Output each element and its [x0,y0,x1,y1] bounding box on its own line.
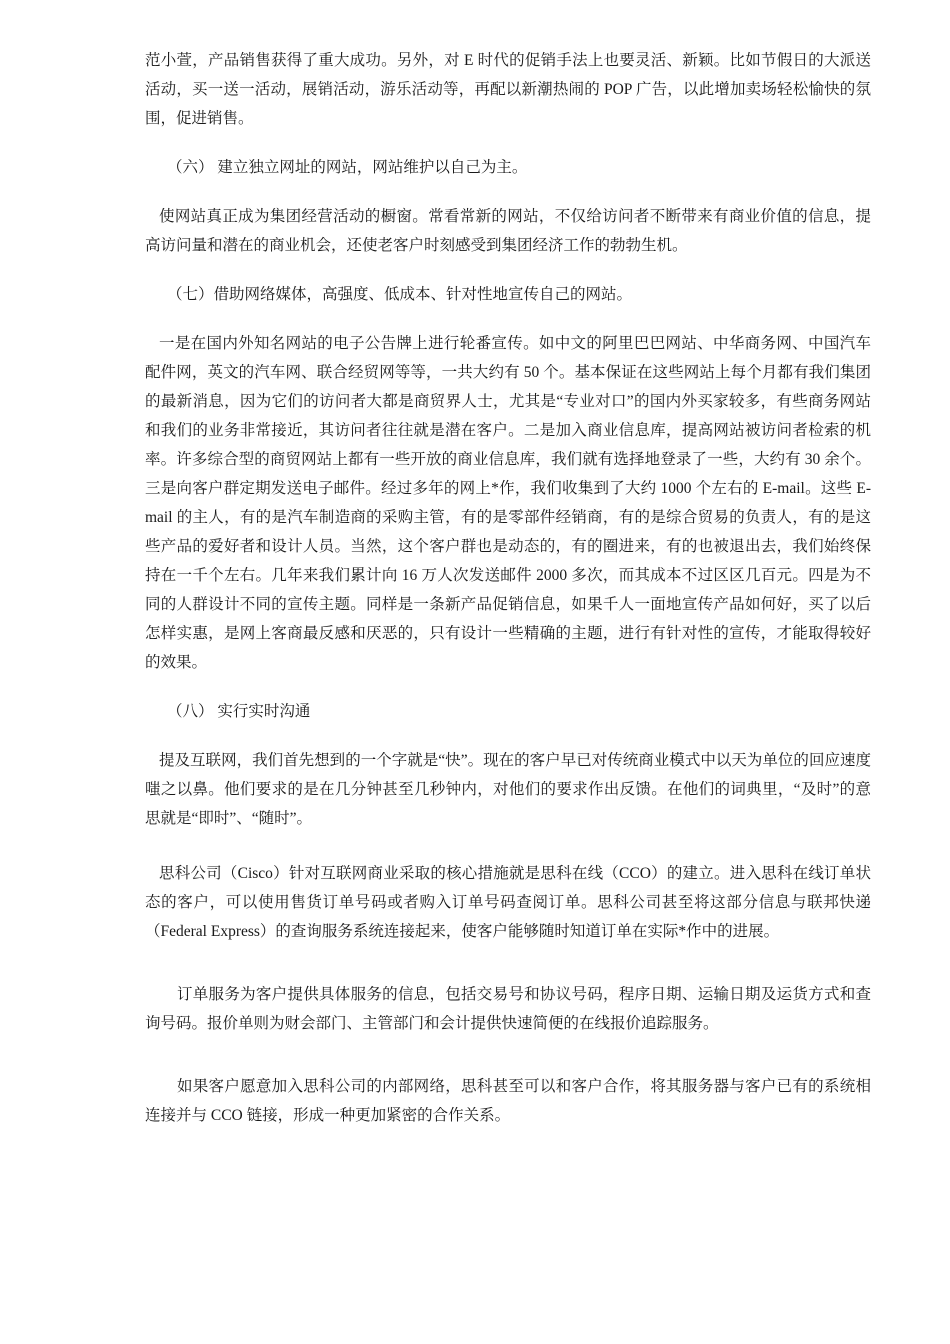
paragraph-order-service: 订单服务为客户提供具体服务的信息，包括交易号和协议号码，程序日期、运输日期及运货方式和查询号码。报价单则为财会部门、主管部门和会计提供快速简便的在线报价追踪服务。 [145,986,871,1032]
paragraph-cisco: 思科公司（Cisco）针对互联网商业采取的核心措施就是思科在线（CCO）的建立。进入思科在线订单状态的客户，可以使用售货订单号码或者购入订单号码查阅订单。思科公司甚至将这部分信息与联邦快递（Federal Express）的查询服务系统连接起来，使客户能够随时知道订单在实际*作中的进展。 [145,865,871,940]
paragraph-website: 使网站真正成为集团经营活动的橱窗。常看常新的网站，不仅给访问者不断带来有商业价值的信息，提高访问量和潜在的商业机会，还使老客户时刻感受到集团经济工作的勃勃生机。 [145,208,871,254]
paragraph-intranet: 如果客户愿意加入思科公司的内部网络，思科甚至可以和客户合作，将其服务器与客户已有的系统相连接并与 CCO 链接，形成一种更加紧密的合作关系。 [145,1078,871,1124]
paragraph-internet: 提及互联网，我们首先想到的一个字就是“快”。现在的客户早已对传统商业模式中以天为单位的回应速度嗤之以鼻。他们要求的是在几分钟甚至几秒钟内，对他们的要求作出反馈。在他们的词典里，“及时”的意思就是“即时”、“随时”。 [145,752,871,827]
document-page [145,46,871,1130]
section-heading-7: （七）借助网络媒体，高强度、低成本、针对性地宣传自己的网站。 [167,286,633,303]
paragraph-media: 一是在国内外知名网站的电子公告牌上进行轮番宣传。如中文的阿里巴巴网站、中华商务网、中国汽车配件网，英文的汽车网、联合经贸网等等，一共大约有 50 个。基本保证在这些网站上每个月都有我们集团的最新消息，因为它们的访问者大都是商贸界人士，尤其是“专业对口”的国内外买家较多，有些商务网站和我们的业务非常接近，其访问者往往就是潜在客户。二是加入商业信息库，提高网站被访问者检索的机率。许多综合型的商贸网站上都有一些开放的商业信息库，我们就有选择地登录了一些，大约有 30 余个。三是向客户群定期发送电子邮件。经过多年的网上*作，我们收集到了大约 1000 个左右的 E-mail。这些 E-mail 的主人，有的是汽车制造商的采购主管，有的是零部件经销商，有的是综合贸易的负责人，有的是这些产品的爱好者和设计人员。当然，这个客户群也是动态的，有的圈进来，有的也被退出去，我们始终保持在一千个左右。几年来我们累计向 16 万人次发送邮件 2000 多次，而其成本不过区区几百元。四是为不同的人群设计不同的宣传主题。同样是一条新产品促销信息，如果千人一面地宣传产品如何好，买了以后怎样实惠，是网上客商最反感和厌恶的，只有设计一些精确的主题，进行有针对性的宣传，才能取得较好的效果。 [145,335,871,671]
section-heading-8: （八） 实行实时沟通 [167,703,311,720]
paragraph-promotion: 范小萱，产品销售获得了重大成功。另外，对 E 时代的促销手法上也要灵活、新颖。比如节假日的大派送活动，买一送一活动，展销活动，游乐活动等，再配以新潮热闹的 POP 广告，以此增加卖场轻松愉快的氛围，促进销售。 [145,52,871,127]
section-heading-6: （六） 建立独立网址的网站，网站维护以自己为主。 [167,159,528,176]
